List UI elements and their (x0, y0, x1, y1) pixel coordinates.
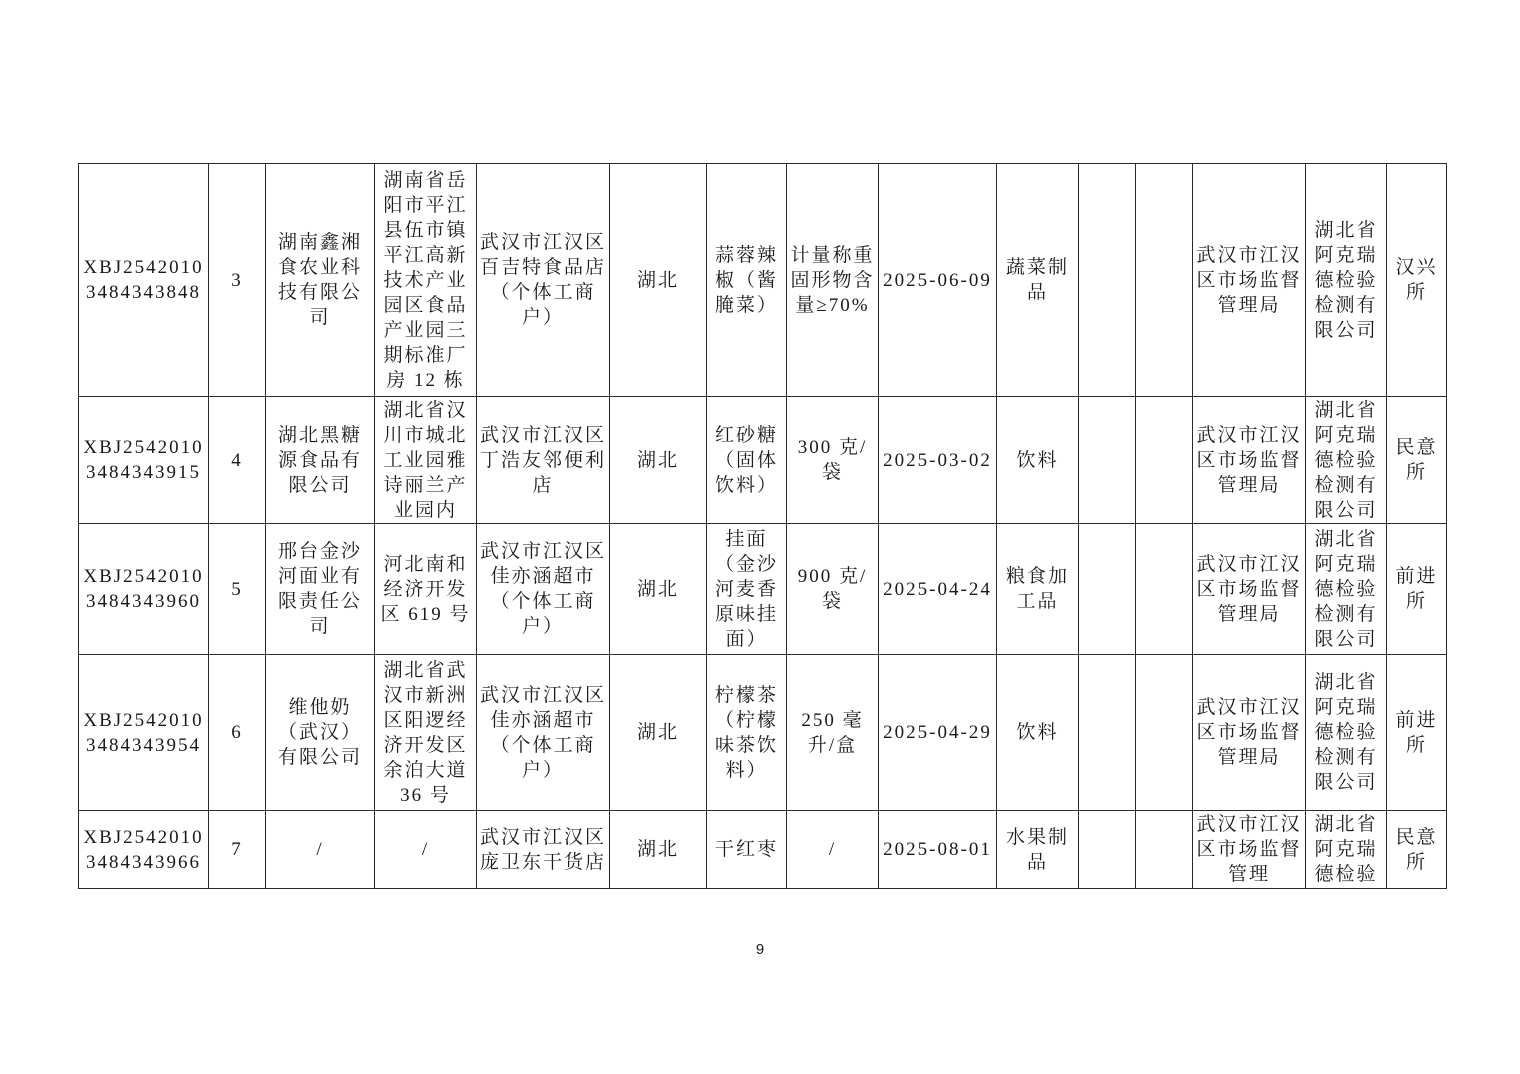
cell-extra1 (1079, 164, 1136, 397)
cell-producer: 湖南鑫湘食农业科技有限公司 (266, 164, 375, 397)
cell-office: 汉兴所 (1387, 164, 1447, 397)
cell-producer-address: / (375, 811, 477, 889)
cell-extra1 (1079, 811, 1136, 889)
cell-date: 2025-04-29 (879, 655, 997, 811)
cell-office: 民意所 (1387, 811, 1447, 889)
cell-extra1 (1079, 397, 1136, 524)
cell-region: 湖北 (610, 524, 707, 655)
cell-category: 饮料 (997, 655, 1079, 811)
table-row (79, 811, 1447, 889)
cell-bureau: 武汉市江汉区市场监督管理 (1193, 811, 1306, 889)
cell-extra1 (1079, 655, 1136, 811)
cell-sampled-unit: 武汉市江汉区佳亦涵超市（个体工商户） (477, 655, 610, 811)
cell-producer: 维他奶（武汉）有限公司 (266, 655, 375, 811)
cell-sample-id: XBJ25420103484343848 (79, 164, 209, 397)
table-row (79, 397, 1447, 524)
cell-bureau: 武汉市江汉区市场监督管理局 (1193, 655, 1306, 811)
cell-date: 2025-06-09 (879, 164, 997, 397)
cell-extra2 (1136, 164, 1193, 397)
cell-extra1 (1079, 524, 1136, 655)
cell-seq: 3 (209, 164, 266, 397)
cell-sample-name: 干红枣 (707, 811, 787, 889)
cell-bureau: 武汉市江汉区市场监督管理局 (1193, 524, 1306, 655)
cell-producer: 湖北黑糖源食品有限公司 (266, 397, 375, 524)
cell-agency: 湖北省阿克瑞德检验检测有限公司 (1306, 524, 1387, 655)
cell-producer-address: 湖北省汉川市城北工业园雅诗丽兰产业园内 (375, 397, 477, 524)
cell-producer-address: 湖南省岳阳市平江县伍市镇平江高新技术产业园区食品产业园三期标准厂房 12 栋 (375, 164, 477, 397)
page-number: 9 (755, 941, 765, 958)
cell-spec: 计量称重 固形物含量≥70% (787, 164, 879, 397)
cell-sampled-unit: 武汉市江汉区丁浩友邻便利店 (477, 397, 610, 524)
cell-agency: 湖北省阿克瑞德检验检测有限公司 (1306, 397, 1387, 524)
cell-region: 湖北 (610, 811, 707, 889)
cell-office: 民意所 (1387, 397, 1447, 524)
cell-producer-address: 河北南和经济开发区 619 号 (375, 524, 477, 655)
cell-seq: 7 (209, 811, 266, 889)
cell-sample-name: 挂面（金沙河麦香原味挂面） (707, 524, 787, 655)
cell-bureau: 武汉市江汉区市场监督管理局 (1193, 397, 1306, 524)
cell-category: 饮料 (997, 397, 1079, 524)
cell-region: 湖北 (610, 655, 707, 811)
cell-category: 蔬菜制品 (997, 164, 1079, 397)
table-row (79, 524, 1447, 655)
cell-category: 水果制品 (997, 811, 1079, 889)
cell-bureau: 武汉市江汉区市场监督管理局 (1193, 164, 1306, 397)
cell-producer-address: 湖北省武汉市新洲区阳逻经济开发区余泊大道 36 号 (375, 655, 477, 811)
cell-extra2 (1136, 655, 1193, 811)
cell-sample-id: XBJ25420103484343954 (79, 655, 209, 811)
cell-office: 前进所 (1387, 524, 1447, 655)
cell-producer: 邢台金沙河面业有限责任公司 (266, 524, 375, 655)
cell-category: 粮食加工品 (997, 524, 1079, 655)
cell-agency: 湖北省阿克瑞德检验 (1306, 811, 1387, 889)
cell-seq: 6 (209, 655, 266, 811)
cell-agency: 湖北省阿克瑞德检验检测有限公司 (1306, 164, 1387, 397)
cell-date: 2025-03-02 (879, 397, 997, 524)
cell-spec: 250 毫升/盒 (787, 655, 879, 811)
cell-region: 湖北 (610, 397, 707, 524)
cell-extra2 (1136, 397, 1193, 524)
table-row (79, 164, 1447, 397)
cell-sample-id: XBJ25420103484343960 (79, 524, 209, 655)
cell-spec: 300 克/袋 (787, 397, 879, 524)
cell-extra2 (1136, 524, 1193, 655)
cell-sampled-unit: 武汉市江汉区百吉特食品店（个体工商户） (477, 164, 610, 397)
cell-sample-name: 红砂糖（固体饮料） (707, 397, 787, 524)
cell-region: 湖北 (610, 164, 707, 397)
cell-seq: 5 (209, 524, 266, 655)
cell-producer: / (266, 811, 375, 889)
table-row (79, 655, 1447, 811)
cell-sample-name: 蒜蓉辣椒（酱腌菜） (707, 164, 787, 397)
cell-spec: / (787, 811, 879, 889)
cell-extra2 (1136, 811, 1193, 889)
cell-spec: 900 克/袋 (787, 524, 879, 655)
cell-office: 前进所 (1387, 655, 1447, 811)
sampling-table (78, 163, 1447, 889)
cell-date: 2025-08-01 (879, 811, 997, 889)
cell-sample-name: 柠檬茶（柠檬味茶饮料） (707, 655, 787, 811)
cell-sample-id: XBJ25420103484343966 (79, 811, 209, 889)
cell-sample-id: XBJ25420103484343915 (79, 397, 209, 524)
cell-seq: 4 (209, 397, 266, 524)
cell-date: 2025-04-24 (879, 524, 997, 655)
cell-sampled-unit: 武汉市江汉区庞卫东干货店 (477, 811, 610, 889)
cell-agency: 湖北省阿克瑞德检验检测有限公司 (1306, 655, 1387, 811)
cell-sampled-unit: 武汉市江汉区佳亦涵超市（个体工商户） (477, 524, 610, 655)
